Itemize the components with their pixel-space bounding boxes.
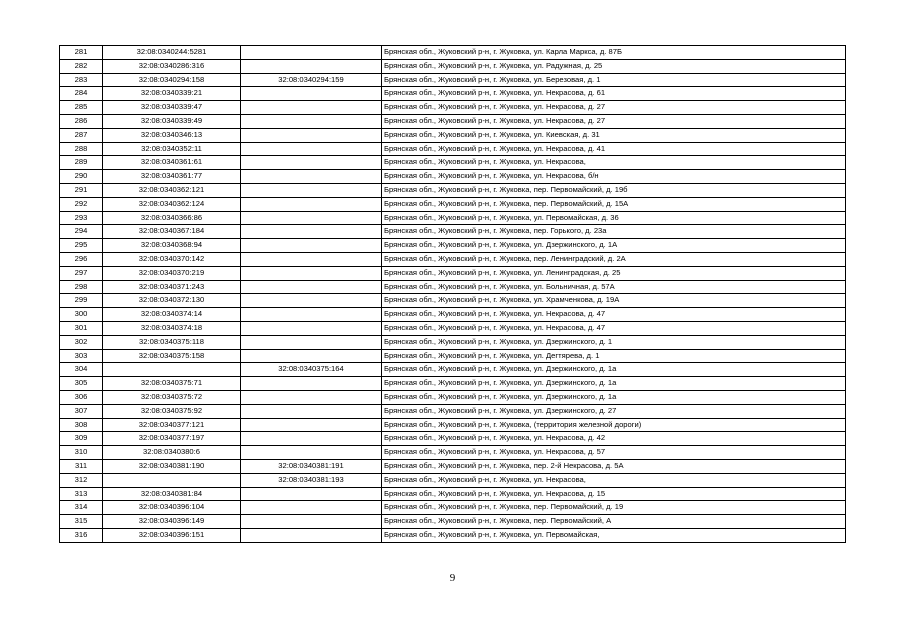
table-row: [60, 280, 846, 294]
row-number-cell: 309: [60, 432, 103, 446]
secondary-cadastral-cell: [241, 377, 382, 391]
address-cell: Брянская обл., Жуковский р-н, г. Жуковка, (территория железной дороги): [382, 418, 846, 432]
row-number-cell: 303: [60, 349, 103, 363]
address-cell: Брянская обл., Жуковский р-н, г. Жуковка, ул. Некрасова, д. 27: [382, 101, 846, 115]
address-cell: Брянская обл., Жуковский р-н, г. Жуковка, ул. Некрасова,: [382, 156, 846, 170]
cadastral-number-cell: 32:08:0340339:21: [103, 87, 241, 101]
page-number: 9: [449, 572, 456, 584]
cadastral-number-cell: 32:08:0340372:130: [103, 294, 241, 308]
row-number-cell: 283: [60, 73, 103, 87]
row-number-cell: 293: [60, 211, 103, 225]
cadastral-table: [59, 45, 846, 543]
secondary-cadastral-cell: [241, 266, 382, 280]
row-number-cell: 281: [60, 46, 103, 60]
address-cell: Брянская обл., Жуковский р-н, г. Жуковка, ул. Ленинградская, д. 25: [382, 266, 846, 280]
row-number-cell: 313: [60, 487, 103, 501]
table-row: [60, 170, 846, 184]
address-cell: Брянская обл., Жуковский р-н, г. Жуковка, ул. Киевская, д. 31: [382, 128, 846, 142]
row-number-cell: 297: [60, 266, 103, 280]
row-number-cell: 305: [60, 377, 103, 391]
table-row: [60, 459, 846, 473]
address-cell: Брянская обл., Жуковский р-н, г. Жуковка, ул. Березовая, д. 1: [382, 73, 846, 87]
address-cell: Брянская обл., Жуковский р-н, г. Жуковка, ул. Дзержинского, д. 1а: [382, 390, 846, 404]
cadastral-number-cell: 32:08:0340286:316: [103, 59, 241, 73]
table-row: [60, 487, 846, 501]
cadastral-number-cell: [103, 473, 241, 487]
row-number-cell: 286: [60, 114, 103, 128]
cadastral-number-cell: 32:08:0340381:84: [103, 487, 241, 501]
secondary-cadastral-cell: [241, 390, 382, 404]
table-row: [60, 128, 846, 142]
secondary-cadastral-cell: 32:08:0340381:191: [241, 459, 382, 473]
address-cell: Брянская обл., Жуковский р-н, г. Жуковка, ул. Радужная, д. 25: [382, 59, 846, 73]
table-row: [60, 515, 846, 529]
row-number-cell: 287: [60, 128, 103, 142]
table-row: [60, 308, 846, 322]
secondary-cadastral-cell: [241, 170, 382, 184]
secondary-cadastral-cell: 32:08:0340375:164: [241, 363, 382, 377]
cadastral-number-cell: 32:08:0340377:197: [103, 432, 241, 446]
table-row: [60, 446, 846, 460]
secondary-cadastral-cell: [241, 114, 382, 128]
address-cell: Брянская обл., Жуковский р-н, г. Жуковка, ул. Некрасова, д. 41: [382, 142, 846, 156]
row-number-cell: 284: [60, 87, 103, 101]
table-row: [60, 239, 846, 253]
table-row: [60, 59, 846, 73]
row-number-cell: 302: [60, 335, 103, 349]
cadastral-number-cell: [103, 363, 241, 377]
cadastral-number-cell: 32:08:0340361:61: [103, 156, 241, 170]
secondary-cadastral-cell: [241, 528, 382, 542]
table-row: [60, 225, 846, 239]
secondary-cadastral-cell: [241, 101, 382, 115]
cadastral-number-cell: 32:08:0340339:49: [103, 114, 241, 128]
table-row: [60, 87, 846, 101]
cadastral-number-cell: 32:08:0340244:5281: [103, 46, 241, 60]
secondary-cadastral-cell: [241, 239, 382, 253]
secondary-cadastral-cell: [241, 349, 382, 363]
row-number-cell: 300: [60, 308, 103, 322]
cadastral-number-cell: 32:08:0340362:124: [103, 197, 241, 211]
address-cell: Брянская обл., Жуковский р-н, г. Жуковка, пер. Первомайский, д. 19: [382, 501, 846, 515]
cadastral-number-cell: 32:08:0340375:72: [103, 390, 241, 404]
row-number-cell: 291: [60, 183, 103, 197]
table-body: [60, 46, 846, 543]
cadastral-number-cell: 32:08:0340346:13: [103, 128, 241, 142]
secondary-cadastral-cell: [241, 404, 382, 418]
cadastral-number-cell: 32:08:0340374:18: [103, 321, 241, 335]
row-number-cell: 312: [60, 473, 103, 487]
secondary-cadastral-cell: [241, 142, 382, 156]
address-cell: Брянская обл., Жуковский р-н, г. Жуковка, ул. Некрасова, д. 27: [382, 114, 846, 128]
row-number-cell: 314: [60, 501, 103, 515]
address-cell: Брянская обл., Жуковский р-н, г. Жуковка, ул. Некрасова, д. 61: [382, 87, 846, 101]
secondary-cadastral-cell: [241, 87, 382, 101]
table-row: [60, 418, 846, 432]
table-row: [60, 156, 846, 170]
secondary-cadastral-cell: [241, 252, 382, 266]
cadastral-number-cell: 32:08:0340352:11: [103, 142, 241, 156]
row-number-cell: 294: [60, 225, 103, 239]
table-row: [60, 46, 846, 60]
address-cell: Брянская обл., Жуковский р-н, г. Жуковка, ул. Некрасова, д. 15: [382, 487, 846, 501]
secondary-cadastral-cell: [241, 515, 382, 529]
address-cell: Брянская обл., Жуковский р-н, г. Жуковка, ул. Больничная, д. 57А: [382, 280, 846, 294]
table-row: [60, 349, 846, 363]
cadastral-number-cell: 32:08:0340294:158: [103, 73, 241, 87]
row-number-cell: 296: [60, 252, 103, 266]
address-cell: Брянская обл., Жуковский р-н, г. Жуковка, ул. Некрасова, д. 42: [382, 432, 846, 446]
table-row: [60, 404, 846, 418]
cadastral-number-cell: 32:08:0340374:14: [103, 308, 241, 322]
row-number-cell: 315: [60, 515, 103, 529]
row-number-cell: 316: [60, 528, 103, 542]
secondary-cadastral-cell: [241, 432, 382, 446]
table-row: [60, 377, 846, 391]
address-cell: Брянская обл., Жуковский р-н, г. Жуковка, ул. Некрасова, д. 47: [382, 308, 846, 322]
address-cell: Брянская обл., Жуковский р-н, г. Жуковка, пер. Первомайский, д. 15А: [382, 197, 846, 211]
table-row: [60, 114, 846, 128]
cadastral-number-cell: 32:08:0340367:184: [103, 225, 241, 239]
secondary-cadastral-cell: [241, 294, 382, 308]
row-number-cell: 304: [60, 363, 103, 377]
secondary-cadastral-cell: [241, 308, 382, 322]
table-row: [60, 142, 846, 156]
address-cell: Брянская обл., Жуковский р-н, г. Жуковка, ул. Первомайская,: [382, 528, 846, 542]
row-number-cell: 285: [60, 101, 103, 115]
address-cell: Брянская обл., Жуковский р-н, г. Жуковка, пер. Первомайский, А: [382, 515, 846, 529]
secondary-cadastral-cell: [241, 501, 382, 515]
secondary-cadastral-cell: [241, 156, 382, 170]
cadastral-number-cell: 32:08:0340375:118: [103, 335, 241, 349]
address-cell: Брянская обл., Жуковский р-н, г. Жуковка, пер. 2-й Некрасова, д. 5А: [382, 459, 846, 473]
cadastral-number-cell: 32:08:0340396:149: [103, 515, 241, 529]
address-cell: Брянская обл., Жуковский р-н, г. Жуковка, ул. Храмченкова, д. 19А: [382, 294, 846, 308]
row-number-cell: 307: [60, 404, 103, 418]
table-row: [60, 266, 846, 280]
table-row: [60, 501, 846, 515]
secondary-cadastral-cell: [241, 418, 382, 432]
address-cell: Брянская обл., Жуковский р-н, г. Жуковка, ул. Некрасова, д. 47: [382, 321, 846, 335]
table-row: [60, 528, 846, 542]
address-cell: Брянская обл., Жуковский р-н, г. Жуковка, ул. Дегтярева, д. 1: [382, 349, 846, 363]
table-row: [60, 197, 846, 211]
address-cell: Брянская обл., Жуковский р-н, г. Жуковка, ул. Некрасова, д. 57: [382, 446, 846, 460]
address-cell: Брянская обл., Жуковский р-н, г. Жуковка, ул. Дзержинского, д. 1а: [382, 363, 846, 377]
address-cell: Брянская обл., Жуковский р-н, г. Жуковка, ул. Некрасова,: [382, 473, 846, 487]
address-cell: Брянская обл., Жуковский р-н, г. Жуковка, ул. Дзержинского, д. 1а: [382, 377, 846, 391]
row-number-cell: 308: [60, 418, 103, 432]
cadastral-number-cell: 32:08:0340380:6: [103, 446, 241, 460]
cadastral-number-cell: 32:08:0340375:71: [103, 377, 241, 391]
secondary-cadastral-cell: 32:08:0340381:193: [241, 473, 382, 487]
cadastral-number-cell: 32:08:0340361:77: [103, 170, 241, 184]
table-row: [60, 390, 846, 404]
address-cell: Брянская обл., Жуковский р-н, г. Жуковка, пер. Горького, д. 23а: [382, 225, 846, 239]
row-number-cell: 282: [60, 59, 103, 73]
table-row: [60, 294, 846, 308]
cadastral-number-cell: 32:08:0340381:190: [103, 459, 241, 473]
secondary-cadastral-cell: 32:08:0340294:159: [241, 73, 382, 87]
address-cell: Брянская обл., Жуковский р-н, г. Жуковка, пер. Ленинградский, д. 2А: [382, 252, 846, 266]
table-row: [60, 432, 846, 446]
cadastral-number-cell: 32:08:0340370:142: [103, 252, 241, 266]
table-row: [60, 321, 846, 335]
cadastral-number-cell: 32:08:0340377:121: [103, 418, 241, 432]
cadastral-number-cell: 32:08:0340366:86: [103, 211, 241, 225]
table-row: [60, 211, 846, 225]
cadastral-number-cell: 32:08:0340339:47: [103, 101, 241, 115]
secondary-cadastral-cell: [241, 446, 382, 460]
table-row: [60, 183, 846, 197]
address-cell: Брянская обл., Жуковский р-н, г. Жуковка, ул. Дзержинского, д. 1: [382, 335, 846, 349]
secondary-cadastral-cell: [241, 183, 382, 197]
cadastral-number-cell: 32:08:0340368:94: [103, 239, 241, 253]
row-number-cell: 298: [60, 280, 103, 294]
cadastral-number-cell: 32:08:0340371:243: [103, 280, 241, 294]
secondary-cadastral-cell: [241, 128, 382, 142]
secondary-cadastral-cell: [241, 197, 382, 211]
address-cell: Брянская обл., Жуковский р-н, г. Жуковка, ул. Дзержинского, д. 1А: [382, 239, 846, 253]
secondary-cadastral-cell: [241, 487, 382, 501]
cadastral-number-cell: 32:08:0340375:92: [103, 404, 241, 418]
row-number-cell: 301: [60, 321, 103, 335]
row-number-cell: 288: [60, 142, 103, 156]
secondary-cadastral-cell: [241, 225, 382, 239]
address-cell: Брянская обл., Жуковский р-н, г. Жуковка, ул. Дзержинского, д. 27: [382, 404, 846, 418]
row-number-cell: 306: [60, 390, 103, 404]
table-row: [60, 252, 846, 266]
row-number-cell: 311: [60, 459, 103, 473]
cadastral-number-cell: 32:08:0340396:151: [103, 528, 241, 542]
address-cell: Брянская обл., Жуковский р-н, г. Жуковка, ул. Карла Маркса, д. 87Б: [382, 46, 846, 60]
secondary-cadastral-cell: [241, 321, 382, 335]
cadastral-number-cell: 32:08:0340362:121: [103, 183, 241, 197]
secondary-cadastral-cell: [241, 59, 382, 73]
cadastral-number-cell: 32:08:0340370:219: [103, 266, 241, 280]
row-number-cell: 290: [60, 170, 103, 184]
table-row: [60, 363, 846, 377]
secondary-cadastral-cell: [241, 280, 382, 294]
table-row: [60, 335, 846, 349]
table-row: [60, 473, 846, 487]
row-number-cell: 292: [60, 197, 103, 211]
row-number-cell: 289: [60, 156, 103, 170]
row-number-cell: 299: [60, 294, 103, 308]
address-cell: Брянская обл., Жуковский р-н, г. Жуковка, ул. Некрасова, б/н: [382, 170, 846, 184]
address-cell: Брянская обл., Жуковский р-н, г. Жуковка, пер. Первомайский, д. 19б: [382, 183, 846, 197]
table-row: [60, 101, 846, 115]
cadastral-number-cell: 32:08:0340375:158: [103, 349, 241, 363]
cadastral-number-cell: 32:08:0340396:104: [103, 501, 241, 515]
secondary-cadastral-cell: [241, 335, 382, 349]
secondary-cadastral-cell: [241, 46, 382, 60]
table-row: [60, 73, 846, 87]
secondary-cadastral-cell: [241, 211, 382, 225]
row-number-cell: 310: [60, 446, 103, 460]
row-number-cell: 295: [60, 239, 103, 253]
address-cell: Брянская обл., Жуковский р-н, г. Жуковка, ул. Первомайская, д. 36: [382, 211, 846, 225]
